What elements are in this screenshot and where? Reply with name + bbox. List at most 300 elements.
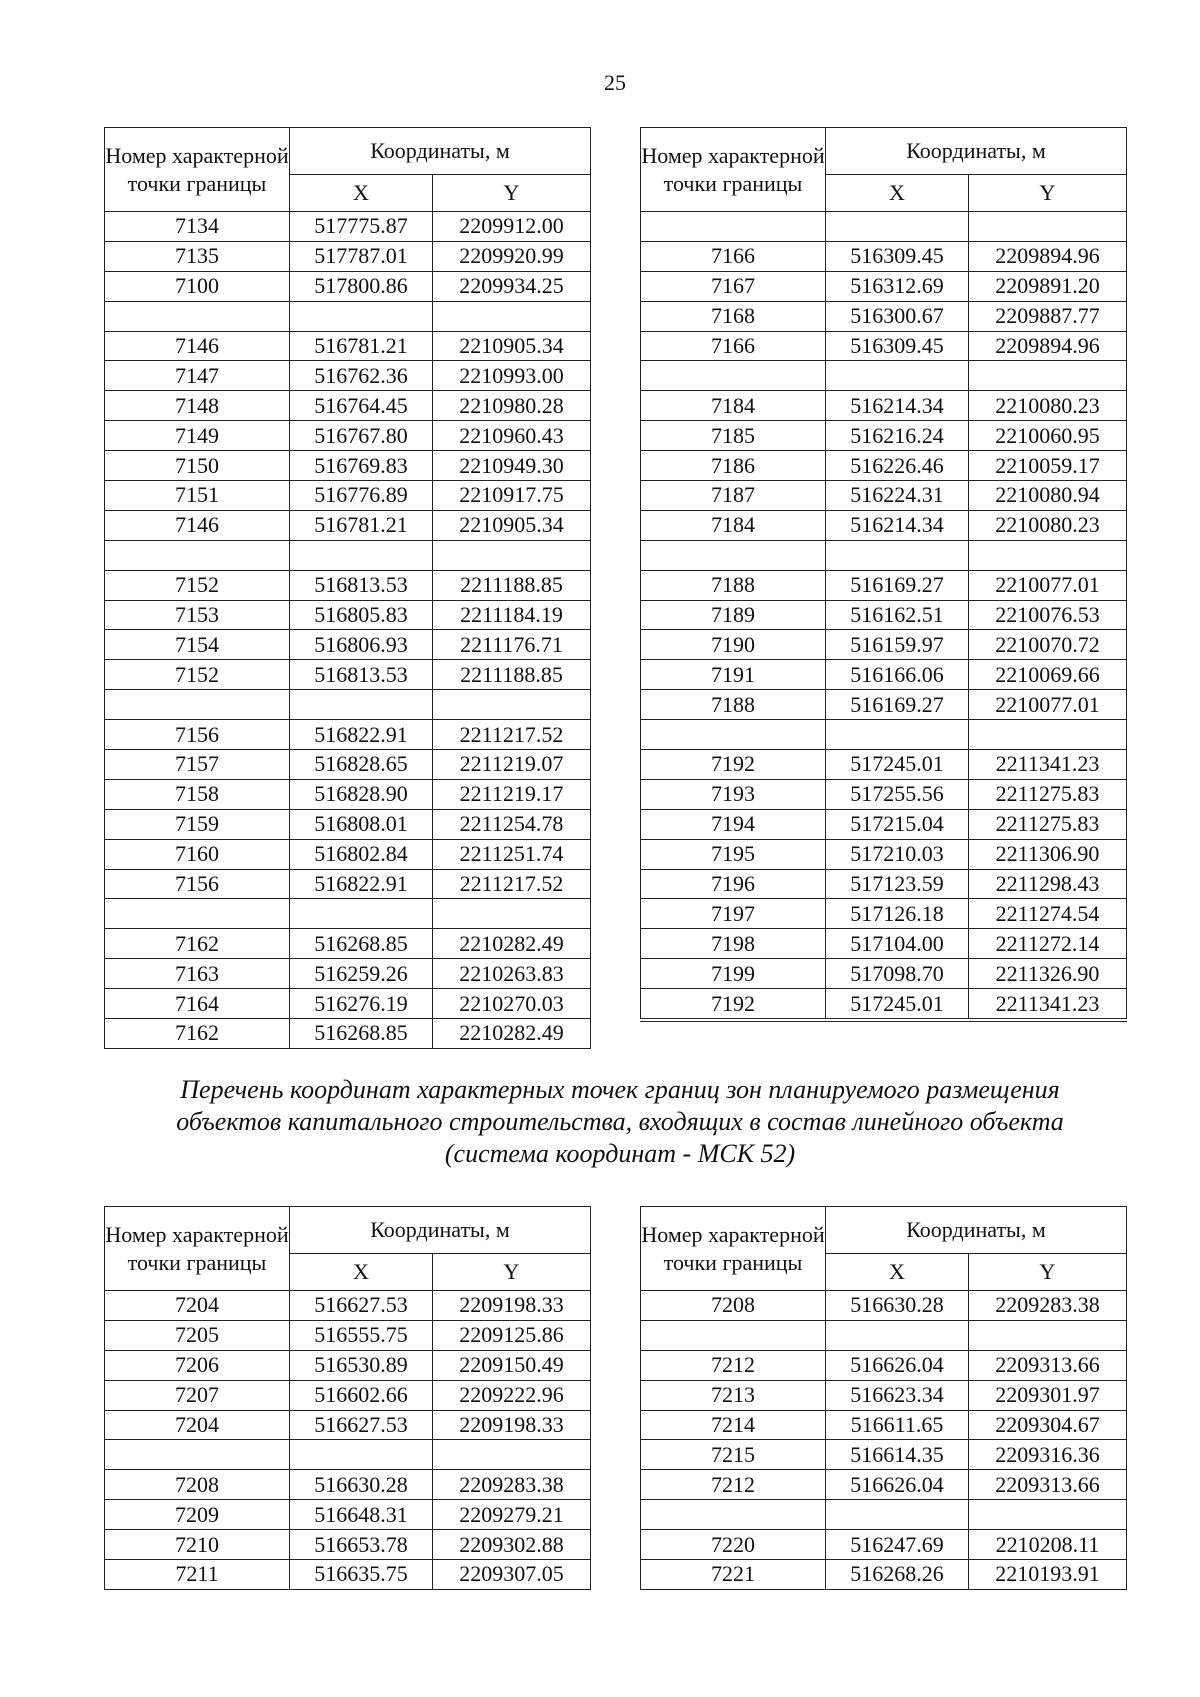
table-row (641, 1380, 1127, 1410)
point-number-cell: 7168 (641, 301, 826, 331)
table-row (105, 1350, 591, 1380)
table-row (641, 570, 1127, 600)
x-cell (826, 212, 969, 242)
x-cell: 516247.69 (826, 1530, 969, 1560)
point-number-cell: 7159 (105, 809, 290, 839)
point-number-cell: 7212 (641, 1350, 826, 1380)
y-cell: 2211275.83 (969, 779, 1127, 809)
y-cell: 2209283.38 (969, 1291, 1127, 1321)
point-number-cell: 7196 (641, 869, 826, 899)
point-number-cell: 7152 (105, 660, 290, 690)
table-row (105, 1440, 591, 1470)
point-number-cell (105, 690, 290, 720)
x-cell: 516630.28 (290, 1470, 433, 1500)
x-header: X (826, 175, 969, 212)
table-row (105, 271, 591, 301)
table-row (105, 331, 591, 361)
table-row (641, 1410, 1127, 1440)
table-row (641, 929, 1127, 959)
coordinates-header: Координаты, м (290, 1207, 591, 1254)
x-cell: 516226.46 (826, 451, 969, 481)
point-number-cell (641, 540, 826, 570)
y-cell: 2211298.43 (969, 869, 1127, 899)
x-cell: 516214.34 (826, 510, 969, 540)
point-number-cell: 7204 (105, 1410, 290, 1440)
x-cell: 516822.91 (290, 869, 433, 899)
table-row (641, 600, 1127, 630)
header-row (641, 128, 1127, 175)
x-cell (290, 899, 433, 929)
table-row (105, 1560, 591, 1590)
x-cell: 516764.45 (290, 391, 433, 421)
point-number-cell: 7194 (641, 809, 826, 839)
table-row (105, 600, 591, 630)
point-number-cell: 7163 (105, 959, 290, 989)
y-cell: 2209912.00 (433, 212, 591, 242)
x-cell: 516614.35 (826, 1440, 969, 1470)
y-cell: 2210070.72 (969, 630, 1127, 660)
x-cell: 516623.34 (826, 1380, 969, 1410)
table-row (105, 570, 591, 600)
y-cell: 2211251.74 (433, 839, 591, 869)
section-caption (110, 1074, 1130, 1170)
y-cell (969, 1320, 1127, 1350)
table-row (641, 1291, 1127, 1321)
y-cell: 2211254.78 (433, 809, 591, 839)
table-row (105, 1530, 591, 1560)
point-number-cell (105, 540, 290, 570)
y-cell (433, 690, 591, 720)
x-cell: 516813.53 (290, 570, 433, 600)
y-cell (433, 1440, 591, 1470)
x-cell: 516813.53 (290, 660, 433, 690)
point-number-cell: 7192 (641, 989, 826, 1020)
table-row (641, 510, 1127, 540)
y-cell: 2211219.07 (433, 750, 591, 780)
point-number-cell: 7207 (105, 1380, 290, 1410)
y-cell: 2210077.01 (969, 570, 1127, 600)
y-cell: 2209198.33 (433, 1291, 591, 1321)
table-row (641, 1350, 1127, 1380)
x-cell: 516169.27 (826, 690, 969, 720)
table-row (105, 690, 591, 720)
table-row (641, 421, 1127, 451)
point-number-cell: 7208 (105, 1470, 290, 1500)
point-number-cell (641, 212, 826, 242)
x-header: X (826, 1254, 969, 1291)
point-number-cell: 7189 (641, 600, 826, 630)
point-number-cell: 7208 (641, 1291, 826, 1321)
y-cell: 2210282.49 (433, 1019, 591, 1049)
x-cell: 516268.85 (290, 929, 433, 959)
point-number-cell: 7162 (105, 1019, 290, 1049)
table-row (105, 750, 591, 780)
y-cell: 2211272.14 (969, 929, 1127, 959)
y-cell (433, 540, 591, 570)
table-row (641, 540, 1127, 570)
y-cell: 2210917.75 (433, 481, 591, 511)
table-row (641, 481, 1127, 511)
x-cell: 516530.89 (290, 1350, 433, 1380)
point-number-cell: 7191 (641, 660, 826, 690)
table-row (105, 959, 591, 989)
point-number-cell: 7135 (105, 241, 290, 271)
point-number-cell: 7184 (641, 510, 826, 540)
point-number-cell: 7149 (105, 421, 290, 451)
x-cell: 517098.70 (826, 959, 969, 989)
x-cell: 516762.36 (290, 361, 433, 391)
coordinates-table-3 (104, 1206, 591, 1590)
table-row (105, 899, 591, 929)
x-cell: 516626.04 (826, 1350, 969, 1380)
y-cell: 2209301.97 (969, 1380, 1127, 1410)
point-number-cell: 7221 (641, 1560, 826, 1590)
point-number-cell: 7100 (105, 271, 290, 301)
x-cell: 516802.84 (290, 839, 433, 869)
coordinates-table-4 (640, 1206, 1127, 1590)
header-row (105, 128, 591, 175)
y-cell: 2211184.19 (433, 600, 591, 630)
y-cell (433, 899, 591, 929)
table-row (105, 839, 591, 869)
table-row (641, 391, 1127, 421)
table-row (641, 331, 1127, 361)
point-number-cell: 7213 (641, 1380, 826, 1410)
y-cell: 2211217.52 (433, 720, 591, 750)
y-cell: 2210060.95 (969, 421, 1127, 451)
table-row (105, 1500, 591, 1530)
y-cell: 2210905.34 (433, 510, 591, 540)
point-number-cell: 7154 (105, 630, 290, 660)
table-row (641, 301, 1127, 331)
table-row (641, 1560, 1127, 1590)
x-cell (826, 1320, 969, 1350)
x-cell: 516159.97 (826, 630, 969, 660)
point-number-cell: 7160 (105, 839, 290, 869)
y-cell: 2209887.77 (969, 301, 1127, 331)
point-number-cell (641, 361, 826, 391)
table-row (105, 809, 591, 839)
point-number-cell: 7220 (641, 1530, 826, 1560)
x-cell (826, 540, 969, 570)
table-row (105, 1291, 591, 1321)
point-number-cell: 7210 (105, 1530, 290, 1560)
y-cell: 2210193.91 (969, 1560, 1127, 1590)
table-row (105, 1410, 591, 1440)
x-cell: 516259.26 (290, 959, 433, 989)
x-cell: 516635.75 (290, 1560, 433, 1590)
y-cell (969, 361, 1127, 391)
y-cell: 2210949.30 (433, 451, 591, 481)
y-cell: 2210208.11 (969, 1530, 1127, 1560)
point-number-cell: 7195 (641, 839, 826, 869)
y-cell (969, 540, 1127, 570)
point-number-cell: 7190 (641, 630, 826, 660)
table-row (641, 1440, 1127, 1470)
y-cell: 2209307.05 (433, 1560, 591, 1590)
table-row (105, 481, 591, 511)
x-cell: 517123.59 (826, 869, 969, 899)
point-number-cell: 7206 (105, 1350, 290, 1380)
point-number-cell: 7150 (105, 451, 290, 481)
y-header: Y (433, 1254, 591, 1291)
point-number-cell: 7164 (105, 989, 290, 1019)
x-cell: 517775.87 (290, 212, 433, 242)
point-number-cell: 7153 (105, 600, 290, 630)
table-row (105, 510, 591, 540)
x-cell (826, 361, 969, 391)
point-number-cell: 7192 (641, 750, 826, 780)
table-row (105, 421, 591, 451)
point-number-cell: 7152 (105, 570, 290, 600)
y-cell: 2210980.28 (433, 391, 591, 421)
x-cell: 516268.85 (290, 1019, 433, 1049)
point-number-cell: 7148 (105, 391, 290, 421)
y-cell (969, 720, 1127, 750)
x-cell: 516648.31 (290, 1500, 433, 1530)
table-row (641, 212, 1127, 242)
point-number-cell: 7198 (641, 929, 826, 959)
point-number-cell: 7199 (641, 959, 826, 989)
point-number-cell: 7166 (641, 331, 826, 361)
point-number-cell: 7184 (641, 391, 826, 421)
x-cell: 516781.21 (290, 510, 433, 540)
x-cell: 516611.65 (826, 1410, 969, 1440)
table-row (641, 660, 1127, 690)
x-cell: 516627.53 (290, 1410, 433, 1440)
y-cell: 2209894.96 (969, 331, 1127, 361)
y-cell: 2210960.43 (433, 421, 591, 451)
x-cell: 517787.01 (290, 241, 433, 271)
x-cell: 517104.00 (826, 929, 969, 959)
point-number-cell: 7209 (105, 1500, 290, 1530)
y-cell: 2211275.83 (969, 809, 1127, 839)
y-cell: 2209198.33 (433, 1410, 591, 1440)
x-cell: 517126.18 (826, 899, 969, 929)
point-number-cell: 7211 (105, 1560, 290, 1590)
x-cell: 516769.83 (290, 451, 433, 481)
point-number-cell: 7214 (641, 1410, 826, 1440)
caption-line-1: Перечень координат характерных точек границ зон планируемого размещения (180, 1075, 1060, 1104)
y-cell: 2209150.49 (433, 1350, 591, 1380)
table-row (641, 720, 1127, 750)
point-number-header: Номер характерной точки границы (641, 1207, 826, 1291)
y-header: Y (969, 1254, 1127, 1291)
table-row (105, 1470, 591, 1500)
coordinates-table-2 (640, 127, 1127, 1022)
y-cell: 2209283.38 (433, 1470, 591, 1500)
x-cell: 516781.21 (290, 331, 433, 361)
point-number-cell: 7158 (105, 779, 290, 809)
y-cell: 2211188.85 (433, 660, 591, 690)
point-number-cell (105, 301, 290, 331)
table-row (105, 301, 591, 331)
point-number-cell: 7197 (641, 899, 826, 929)
point-number-cell: 7193 (641, 779, 826, 809)
x-header: X (290, 1254, 433, 1291)
x-cell: 516630.28 (826, 1291, 969, 1321)
table-row (105, 391, 591, 421)
x-cell (290, 540, 433, 570)
point-number-cell: 7162 (105, 929, 290, 959)
point-number-cell: 7146 (105, 510, 290, 540)
y-cell: 2210069.66 (969, 660, 1127, 690)
x-cell: 516162.51 (826, 600, 969, 630)
x-cell: 516312.69 (826, 271, 969, 301)
x-header: X (290, 175, 433, 212)
table-row (105, 660, 591, 690)
point-number-cell (641, 720, 826, 750)
x-cell: 516268.26 (826, 1560, 969, 1590)
point-number-cell: 7166 (641, 241, 826, 271)
y-cell: 2211219.17 (433, 779, 591, 809)
y-cell (433, 301, 591, 331)
y-cell: 2209920.99 (433, 241, 591, 271)
y-cell: 2209304.67 (969, 1410, 1127, 1440)
table-row (641, 241, 1127, 271)
caption-line-2: объектов капитального строительства, входящих в состав линейного объекта (176, 1107, 1064, 1136)
x-cell: 516216.24 (826, 421, 969, 451)
y-cell: 2209316.36 (969, 1440, 1127, 1470)
point-number-cell: 7188 (641, 690, 826, 720)
y-cell: 2210080.94 (969, 481, 1127, 511)
y-header: Y (969, 175, 1127, 212)
table-row (641, 899, 1127, 929)
y-cell: 2210080.23 (969, 391, 1127, 421)
x-cell: 517210.03 (826, 839, 969, 869)
table-row (105, 451, 591, 481)
table-row (641, 839, 1127, 869)
table-row (105, 720, 591, 750)
y-cell: 2210993.00 (433, 361, 591, 391)
table-row (105, 1019, 591, 1049)
point-number-cell: 7167 (641, 271, 826, 301)
point-number-header: Номер характерной точки границы (641, 128, 826, 212)
x-cell: 516224.31 (826, 481, 969, 511)
caption-line-3: (система координат - МСК 52) (444, 1139, 796, 1168)
point-number-cell: 7157 (105, 750, 290, 780)
table-row (641, 1320, 1127, 1350)
point-number-cell: 7146 (105, 331, 290, 361)
point-number-cell (105, 1440, 290, 1470)
x-cell: 517215.04 (826, 809, 969, 839)
table-row (641, 451, 1127, 481)
page-number: 25 (604, 70, 626, 95)
y-cell: 2210059.17 (969, 451, 1127, 481)
x-cell: 516309.45 (826, 331, 969, 361)
point-number-cell (641, 1320, 826, 1350)
point-number-cell: 7204 (105, 1291, 290, 1321)
y-cell: 2211188.85 (433, 570, 591, 600)
table-row (641, 630, 1127, 660)
y-cell: 2211306.90 (969, 839, 1127, 869)
point-number-cell: 7134 (105, 212, 290, 242)
table-row (105, 929, 591, 959)
y-cell (969, 1500, 1127, 1530)
table-row (105, 241, 591, 271)
y-cell: 2209313.66 (969, 1350, 1127, 1380)
table-row (105, 779, 591, 809)
y-cell: 2209222.96 (433, 1380, 591, 1410)
point-number-cell (105, 899, 290, 929)
point-number-cell (641, 1500, 826, 1530)
x-cell: 516555.75 (290, 1320, 433, 1350)
table-row (641, 869, 1127, 899)
x-cell: 516828.65 (290, 750, 433, 780)
table-row (105, 361, 591, 391)
point-number-cell: 7156 (105, 869, 290, 899)
point-number-cell: 7215 (641, 1440, 826, 1470)
y-cell: 2209302.88 (433, 1530, 591, 1560)
header-row (641, 1207, 1127, 1254)
x-cell: 516653.78 (290, 1530, 433, 1560)
table-row (105, 1320, 591, 1350)
point-number-cell: 7187 (641, 481, 826, 511)
x-cell: 516767.80 (290, 421, 433, 451)
table-row (641, 779, 1127, 809)
y-cell: 2211274.54 (969, 899, 1127, 929)
x-cell: 516166.06 (826, 660, 969, 690)
y-cell: 2211341.23 (969, 989, 1127, 1020)
x-cell: 516627.53 (290, 1291, 433, 1321)
point-number-cell: 7185 (641, 421, 826, 451)
y-cell: 2210270.03 (433, 989, 591, 1019)
point-number-cell: 7188 (641, 570, 826, 600)
point-number-header: Номер характерной точки границы (105, 128, 290, 212)
y-cell: 2210080.23 (969, 510, 1127, 540)
point-number-cell: 7205 (105, 1320, 290, 1350)
y-cell: 2210263.83 (433, 959, 591, 989)
table-row (105, 869, 591, 899)
x-cell (290, 690, 433, 720)
x-cell: 516169.27 (826, 570, 969, 600)
y-cell: 2211326.90 (969, 959, 1127, 989)
coordinates-header: Координаты, м (826, 1207, 1127, 1254)
y-header: Y (433, 175, 591, 212)
header-row (105, 1207, 591, 1254)
table-row (641, 1500, 1127, 1530)
y-cell: 2211217.52 (433, 869, 591, 899)
y-cell: 2210905.34 (433, 331, 591, 361)
point-number-header: Номер характерной точки границы (105, 1207, 290, 1291)
y-cell: 2209894.96 (969, 241, 1127, 271)
y-cell: 2209279.21 (433, 1500, 591, 1530)
point-number-cell: 7186 (641, 451, 826, 481)
x-cell: 516602.66 (290, 1380, 433, 1410)
point-number-cell: 7151 (105, 481, 290, 511)
x-cell: 517800.86 (290, 271, 433, 301)
table-row (641, 690, 1127, 720)
coordinates-header: Координаты, м (290, 128, 591, 175)
table-row (105, 540, 591, 570)
x-cell (290, 301, 433, 331)
table-row (641, 750, 1127, 780)
point-number-cell: 7212 (641, 1470, 826, 1500)
y-cell: 2210282.49 (433, 929, 591, 959)
x-cell: 516776.89 (290, 481, 433, 511)
y-cell: 2210076.53 (969, 600, 1127, 630)
x-cell: 517245.01 (826, 750, 969, 780)
x-cell: 516214.34 (826, 391, 969, 421)
y-cell: 2211341.23 (969, 750, 1127, 780)
table-row (641, 271, 1127, 301)
y-cell: 2209125.86 (433, 1320, 591, 1350)
table-row (641, 1530, 1127, 1560)
x-cell: 516300.67 (826, 301, 969, 331)
y-cell: 2209934.25 (433, 271, 591, 301)
x-cell: 516828.90 (290, 779, 433, 809)
x-cell: 516276.19 (290, 989, 433, 1019)
